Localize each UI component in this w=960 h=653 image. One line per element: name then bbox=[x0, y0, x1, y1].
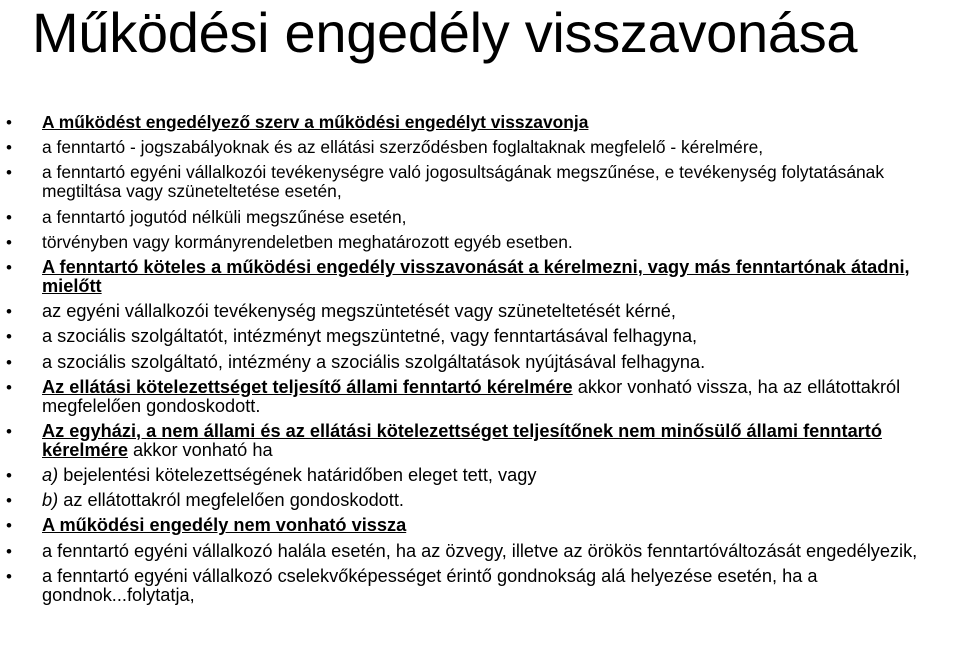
list-item bbox=[0, 516, 960, 535]
list-item bbox=[0, 567, 960, 605]
bullet-icon: • bbox=[6, 566, 12, 586]
bullet-icon: • bbox=[6, 327, 12, 347]
item-text: bejelentési kötelezettségének határidőben eleget tett, vagy bbox=[58, 465, 537, 486]
list-item bbox=[0, 378, 960, 416]
bullet-icon: • bbox=[6, 421, 12, 441]
bullet-icon: • bbox=[6, 466, 12, 486]
bullet-icon: • bbox=[6, 541, 12, 561]
bullet-icon: • bbox=[6, 113, 12, 132]
list-item bbox=[0, 491, 960, 510]
list-item bbox=[0, 233, 960, 252]
list-item bbox=[0, 353, 960, 372]
bullet-icon: • bbox=[6, 257, 12, 277]
item-text: az egyéni vállalkozói tevékenység megszüntetését vagy szüneteltetését kérné, bbox=[42, 301, 676, 322]
item-prefix: b) bbox=[42, 490, 59, 511]
item-text: a szociális szolgáltatót, intézményt megszüntetné, vagy fenntartásával felhagyna, bbox=[42, 326, 698, 347]
list-item bbox=[0, 138, 960, 157]
list-item bbox=[0, 258, 960, 296]
list-item bbox=[0, 302, 960, 321]
bullet-icon: • bbox=[6, 516, 12, 536]
item-text: az ellátottakról megfelelően gondoskodott. bbox=[58, 490, 404, 511]
item-heading: A működést engedélyező szerv a működési engedélyt visszavonja bbox=[42, 112, 589, 132]
bullet-icon: • bbox=[6, 377, 12, 397]
list-item bbox=[0, 542, 960, 561]
item-heading: Az ellátási kötelezettséget teljesítő állami fenntartó kérelmére bbox=[42, 376, 573, 397]
item-prefix: a) bbox=[42, 465, 59, 486]
bullet-icon: • bbox=[6, 232, 12, 252]
item-text: a fenntartó egyéni vállalkozó halála esetén, ha az özvegy, illetve az örökös fenntartóváltozását engedélyezik, bbox=[42, 540, 918, 561]
list-item bbox=[0, 466, 960, 485]
list-item bbox=[0, 113, 960, 132]
item-text: törvényben vagy kormányrendeletben meghatározott egyéb esetben. bbox=[42, 231, 573, 252]
bullet-icon: • bbox=[6, 207, 12, 227]
item-text: a fenntartó egyéni vállalkozói tevékenységre való jogosultságának megszűnése, e tevékenység folytatásának megtiltása vagy szüneteltetése esetén, bbox=[42, 162, 885, 202]
item-text: a fenntartó - jogszabályoknak és az ellátási szerződésben foglaltaknak megfelelő - kérelmére, bbox=[42, 137, 764, 158]
bullet-icon: • bbox=[6, 352, 12, 372]
item-text: a szociális szolgáltató, intézmény a szociális szolgáltatások nyújtásával felhagyna. bbox=[42, 351, 706, 372]
bullet-icon: • bbox=[6, 302, 12, 322]
list-item bbox=[0, 422, 960, 460]
page-title: Működési engedély visszavonása bbox=[32, 1, 858, 64]
list-item bbox=[0, 327, 960, 346]
item-heading: A működési engedély nem vonható vissza bbox=[42, 515, 407, 536]
item-heading: A fenntartó köteles a működési engedély visszavonását a kérelmezni, vagy más fenntartónak átadni, mielőtt bbox=[42, 256, 910, 296]
item-text: a fenntartó jogutód nélküli megszűnése esetén, bbox=[42, 206, 407, 227]
list-item bbox=[0, 163, 960, 201]
item-heading: Az egyházi, a nem állami és az ellátási kötelezettséget teljesítőnek nem minősülő állami fenntartó kérelmére bbox=[42, 420, 882, 460]
item-text: akkor vonható vissza, ha az ellátottakról megfelelően gondoskodott. bbox=[42, 376, 901, 416]
bullet-list bbox=[0, 113, 960, 611]
bullet-icon: • bbox=[6, 163, 12, 183]
item-text: a fenntartó egyéni vállalkozó cselekvőképességet érintő gondnokság alá helyezése esetén, ha a gondnok...folytatja, bbox=[42, 565, 818, 605]
bullet-icon: • bbox=[6, 138, 12, 158]
item-text: akkor vonható ha bbox=[127, 439, 273, 460]
list-item bbox=[0, 208, 960, 227]
bullet-icon: • bbox=[6, 491, 12, 511]
